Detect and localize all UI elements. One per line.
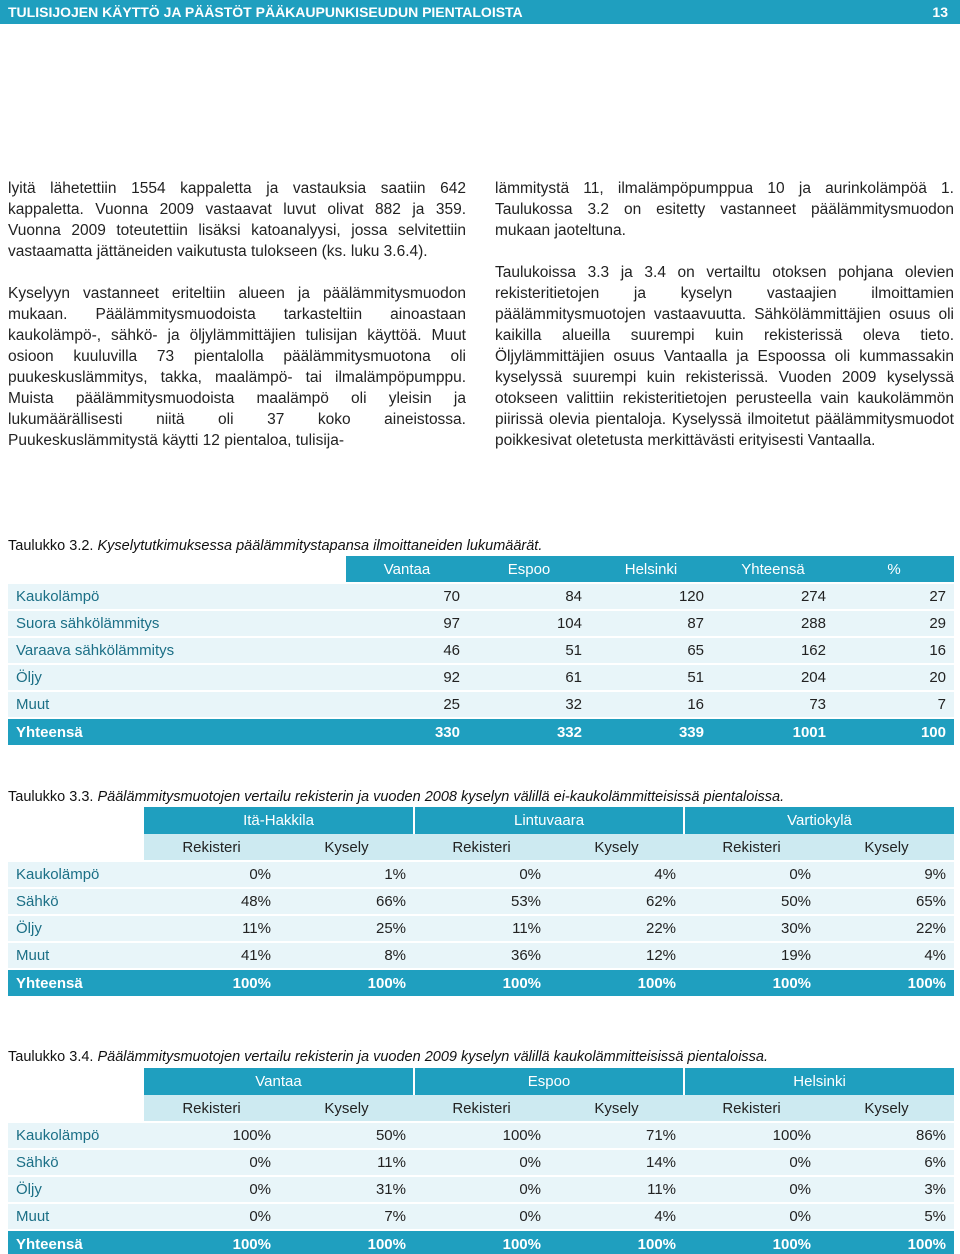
table-row <box>8 888 954 915</box>
page-header <box>0 0 960 24</box>
cell: 204 <box>712 664 834 691</box>
cell: 100% <box>819 1230 954 1254</box>
cell: 25 <box>346 691 468 718</box>
cell: 100% <box>684 969 819 996</box>
table-caption <box>8 789 784 805</box>
table-row <box>8 610 954 637</box>
cell: 70 <box>346 583 468 610</box>
header-blank <box>8 807 144 834</box>
caption-text: Päälämmitysmuotojen vertailu rekisterin ja vuoden 2008 kyselyn välillä ei-kaukolämmitteisissä pientaloissa. <box>97 789 785 805</box>
cell: 5% <box>819 1203 954 1230</box>
page-number: 13 <box>932 4 948 20</box>
cell: 27 <box>834 583 954 610</box>
cell: 339 <box>590 718 712 745</box>
cell: 41% <box>144 942 279 969</box>
cell: 100% <box>819 969 954 996</box>
cell: 22% <box>549 915 684 942</box>
caption-label: Taulukko 3.4. <box>8 1049 94 1065</box>
subcolumn-header: Rekisteri <box>144 834 279 861</box>
total-row <box>8 718 954 745</box>
running-title: TULISIJOJEN KÄYTTÖ JA PÄÄSTÖT PÄÄKAUPUNKISEUDUN PIENTALOISTA <box>8 4 523 20</box>
table-3-4 <box>8 1068 954 1254</box>
cell: 100% <box>549 1230 684 1254</box>
cell: 30% <box>684 915 819 942</box>
subcolumn-header: Rekisteri <box>684 834 819 861</box>
column-header: Vantaa <box>346 556 468 583</box>
group-header: Itä-Hakkila <box>144 807 414 834</box>
cell: 104 <box>468 610 590 637</box>
subcolumn-header: Kysely <box>549 1095 684 1122</box>
cell: 32 <box>468 691 590 718</box>
total-row <box>8 1230 954 1254</box>
row-label: Muut <box>8 942 144 969</box>
cell: 22% <box>819 915 954 942</box>
group-header: Helsinki <box>684 1068 954 1095</box>
row-label: Öljy <box>8 915 144 942</box>
paragraph: Taulukoissa 3.3 ja 3.4 on vertailtu otoksen pohjana olevien rekisteritietojen ja kyselyn vastaajien ilmoittamien päälämmitysmuotojen vastaavuutta. Sähkölämmittäjien osuus oli kaikilla alueilla suurempi kuin rekisterissä oleva tieto. Öljylämmittäjien osuus Vantaalla ja Espoossa oli kummassakin kyselyssä suurempi kuin rekisterissä. Vuoden 2009 kyselyssä otokseen valittiin rekisteritietojen perusteella vain kaukolämmön piirissä olevia pientaloja. Kyselyssä ilmoitetut päälämmitysmuodot poikkesivat oletetusta merkittävästi erityisesti Vantaalla. <box>495 264 954 449</box>
right-text-column <box>495 178 954 451</box>
cell: 84 <box>468 583 590 610</box>
cell: 100% <box>414 1122 549 1149</box>
cell: 4% <box>819 942 954 969</box>
cell: 8% <box>279 942 414 969</box>
paragraph: Kyselyyn vastanneet eriteltiin alueen ja päälämmitysmuodon mukaan. Päälämmitysmuodoista tarkasteltiin ainoastaan kaukolämpö-, sähkö- ja öljylämmittäjien tulisijan käyttöä. Muut osioon kuuluvilla 73 pientalolla päälämmitysmuotona oli puukeskuslämmitys, takka, maalämpö- tai ilmalämpöpumppu. Muista päälämmitysmuodoista maalämpö oli yleisin ja lukumäärällisesti niitä oli 37 koko aineistossa. Puukeskuslämmitystä käytti 12 pientaloa, tulisija- <box>8 285 466 449</box>
cell: 4% <box>549 861 684 888</box>
table-row <box>8 1203 954 1230</box>
subcolumn-header: Kysely <box>819 1095 954 1122</box>
cell: 100% <box>684 1122 819 1149</box>
header-blank <box>8 556 346 583</box>
subcolumn-header: Rekisteri <box>414 1095 549 1122</box>
row-label: Sähkö <box>8 1149 144 1176</box>
cell: 11% <box>144 915 279 942</box>
cell: 0% <box>414 1149 549 1176</box>
cell: 332 <box>468 718 590 745</box>
cell: 66% <box>279 888 414 915</box>
group-header: Vantaa <box>144 1068 414 1095</box>
table-row <box>8 1176 954 1203</box>
cell: 100% <box>549 969 684 996</box>
caption-label: Taulukko 3.2. <box>8 538 94 554</box>
cell: 100% <box>144 1122 279 1149</box>
cell: 65% <box>819 888 954 915</box>
cell: 71% <box>549 1122 684 1149</box>
cell: 16 <box>834 637 954 664</box>
cell: 0% <box>414 1176 549 1203</box>
cell: 0% <box>684 1203 819 1230</box>
subcolumn-header: Kysely <box>279 834 414 861</box>
left-text-column <box>8 178 466 451</box>
subcolumn-header: Kysely <box>819 834 954 861</box>
subcolumn-header: Rekisteri <box>144 1095 279 1122</box>
table-caption <box>8 538 542 554</box>
table-row <box>8 861 954 888</box>
total-row <box>8 969 954 996</box>
cell: 87 <box>590 610 712 637</box>
header-blank <box>8 834 144 861</box>
cell: 100% <box>414 969 549 996</box>
column-header: Helsinki <box>590 556 712 583</box>
paragraph: lyitä lähetettiin 1554 kappaletta ja vastauksia saatiin 642 kappaletta. Vuonna 2009 vastaavat luvut olivat 882 ja 359. Vuonna 2009 toteutettiin lisäksi katoanalyysi, jossa selvitettiin vastaamatta jättäneiden vaikutusta tulokseen (ks. luku 3.6.4). <box>8 180 466 260</box>
column-header: % <box>834 556 954 583</box>
table-row <box>8 583 954 610</box>
cell: 0% <box>144 1149 279 1176</box>
cell: 0% <box>414 861 549 888</box>
cell: 36% <box>414 942 549 969</box>
cell: 46 <box>346 637 468 664</box>
paragraph: lämmitystä 11, ilmalämpöpumppua 10 ja aurinkolämpöä 1. Taulukossa 3.2 on esitetty vastanneet päälämmitysmuodon mukaan jaoteltuna. <box>495 180 954 239</box>
cell: 274 <box>712 583 834 610</box>
column-header: Espoo <box>468 556 590 583</box>
row-label: Kaukolämpö <box>8 861 144 888</box>
cell: 1% <box>279 861 414 888</box>
cell: 11% <box>279 1149 414 1176</box>
cell: 25% <box>279 915 414 942</box>
cell: 65 <box>590 637 712 664</box>
cell: 6% <box>819 1149 954 1176</box>
cell: 100% <box>144 1230 279 1254</box>
cell: 100 <box>834 718 954 745</box>
table-row <box>8 1149 954 1176</box>
total-label: Yhteensä <box>8 1230 144 1254</box>
cell: 48% <box>144 888 279 915</box>
cell: 53% <box>414 888 549 915</box>
table-3-2 <box>8 556 954 745</box>
cell: 51 <box>468 637 590 664</box>
cell: 51 <box>590 664 712 691</box>
cell: 86% <box>819 1122 954 1149</box>
cell: 0% <box>144 861 279 888</box>
cell: 62% <box>549 888 684 915</box>
cell: 100% <box>414 1230 549 1254</box>
row-label: Suora sähkölämmitys <box>8 610 346 637</box>
header-blank <box>8 1095 144 1122</box>
table-row <box>8 942 954 969</box>
column-header: Yhteensä <box>712 556 834 583</box>
subcolumn-header: Kysely <box>279 1095 414 1122</box>
cell: 0% <box>144 1176 279 1203</box>
table-caption <box>8 1049 768 1065</box>
cell: 7 <box>834 691 954 718</box>
cell: 100% <box>684 1230 819 1254</box>
cell: 3% <box>819 1176 954 1203</box>
cell: 1001 <box>712 718 834 745</box>
row-label: Kaukolämpö <box>8 583 346 610</box>
cell: 92 <box>346 664 468 691</box>
cell: 0% <box>684 861 819 888</box>
cell: 11% <box>414 915 549 942</box>
cell: 7% <box>279 1203 414 1230</box>
cell: 31% <box>279 1176 414 1203</box>
cell: 162 <box>712 637 834 664</box>
table-row <box>8 664 954 691</box>
subcolumn-header: Rekisteri <box>684 1095 819 1122</box>
caption-text: Päälämmitysmuotojen vertailu rekisterin ja vuoden 2009 kyselyn välillä kaukolämmitteisissä pientaloissa. <box>97 1049 769 1065</box>
table-row <box>8 1122 954 1149</box>
row-label: Sähkö <box>8 888 144 915</box>
table-row <box>8 915 954 942</box>
cell: 29 <box>834 610 954 637</box>
cell: 11% <box>549 1176 684 1203</box>
caption-text: Kyselytutkimuksessa päälämmitystapansa ilmoittaneiden lukumäärät. <box>97 538 543 554</box>
cell: 50% <box>684 888 819 915</box>
cell: 16 <box>590 691 712 718</box>
cell: 0% <box>684 1176 819 1203</box>
cell: 19% <box>684 942 819 969</box>
caption-label: Taulukko 3.3. <box>8 789 94 805</box>
total-label: Yhteensä <box>8 718 346 745</box>
cell: 0% <box>684 1149 819 1176</box>
cell: 14% <box>549 1149 684 1176</box>
row-label: Kaukolämpö <box>8 1122 144 1149</box>
subcolumn-header: Kysely <box>549 834 684 861</box>
table-row <box>8 691 954 718</box>
cell: 120 <box>590 583 712 610</box>
group-header: Lintuvaara <box>414 807 684 834</box>
cell: 50% <box>279 1122 414 1149</box>
group-header: Espoo <box>414 1068 684 1095</box>
header-blank <box>8 1068 144 1095</box>
table-3-3 <box>8 807 954 996</box>
cell: 20 <box>834 664 954 691</box>
group-header: Vartiokylä <box>684 807 954 834</box>
table-row <box>8 637 954 664</box>
cell: 12% <box>549 942 684 969</box>
cell: 61 <box>468 664 590 691</box>
row-label: Muut <box>8 1203 144 1230</box>
row-label: Öljy <box>8 664 346 691</box>
cell: 330 <box>346 718 468 745</box>
cell: 73 <box>712 691 834 718</box>
cell: 9% <box>819 861 954 888</box>
row-label: Varaava sähkölämmitys <box>8 637 346 664</box>
subcolumn-header: Rekisteri <box>414 834 549 861</box>
cell: 100% <box>279 969 414 996</box>
cell: 100% <box>144 969 279 996</box>
cell: 4% <box>549 1203 684 1230</box>
cell: 100% <box>279 1230 414 1254</box>
total-label: Yhteensä <box>8 969 144 996</box>
row-label: Öljy <box>8 1176 144 1203</box>
cell: 288 <box>712 610 834 637</box>
cell: 0% <box>144 1203 279 1230</box>
cell: 97 <box>346 610 468 637</box>
cell: 0% <box>414 1203 549 1230</box>
row-label: Muut <box>8 691 346 718</box>
